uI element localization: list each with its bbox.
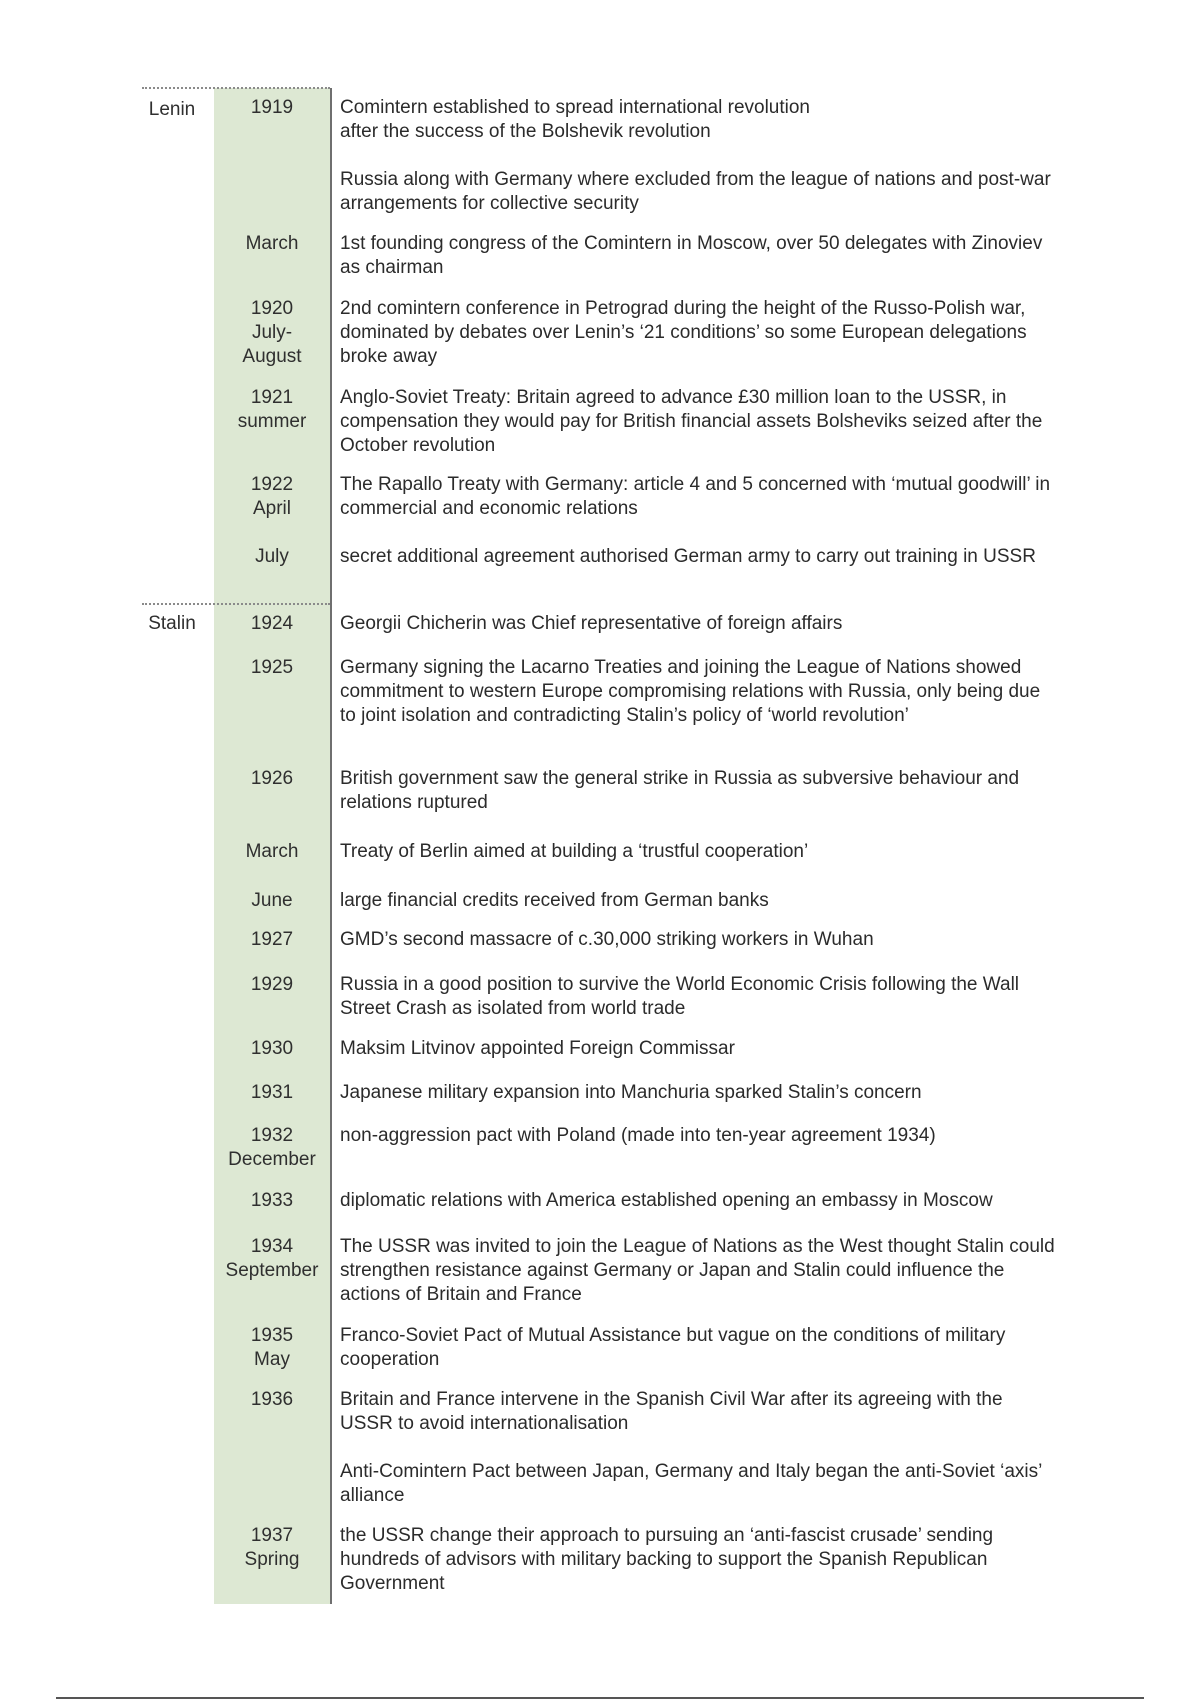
event-text: Comintern established to spread international revolution after the success of the Bolshevik revolution (340, 97, 810, 142)
event-text: Maksim Litvinov appointed Foreign Commissar (340, 1038, 735, 1059)
event-text: Russia in a good position to survive the World Economic Crisis following the Wall Street Crash as isolated from world trade (340, 974, 1020, 1019)
event-text: Russia along with Germany where excluded from the league of nations and post-war arrangements for collective security (340, 169, 1051, 214)
event-text: Treaty of Berlin aimed at building a ‘trustful cooperation’ (340, 841, 809, 862)
event-text: secret additional agreement authorised German army to carry out training in USSR (340, 546, 1036, 567)
event-date: 1929 (250, 974, 294, 995)
event-text: Georgii Chicherin was Chief representative of foreign affairs (340, 613, 843, 634)
event-text: 1st founding congress of the Comintern in Moscow, over 50 delegates with Zinoviev as chairman (340, 233, 1043, 278)
event-date: March (245, 841, 299, 862)
event-date: 1930 (250, 1038, 294, 1059)
event-date: June (251, 890, 293, 911)
event-text: Anti-Comintern Pact between Japan, Germany and Italy began the anti-Soviet ‘axis’ alliance (340, 1461, 1042, 1506)
event-date: 1932 December (228, 1125, 316, 1170)
event-date: 1936 (250, 1389, 294, 1410)
event-text: the USSR change their approach to pursuing an ‘anti-fascist crusade’ sending hundreds of advisors with military backing to support the Spanish Republican Government (340, 1525, 994, 1594)
event-date: 1919 (250, 97, 294, 118)
event-date: 1920 July- August (242, 298, 302, 367)
leader-label-stalin: Stalin (148, 613, 196, 634)
event-date: 1931 (250, 1082, 294, 1103)
event-text: 2nd comintern conference in Petrograd during the height of the Russo-Polish war, dominated by debates over Lenin’s ‘21 conditions’ so some European delegations broke away (340, 298, 1027, 367)
event-date: 1927 (250, 929, 294, 950)
event-date: 1921 summer (237, 387, 307, 432)
event-text: British government saw the general strike in Russia as subversive behaviour and relations ruptured (340, 768, 1020, 813)
event-text: The Rapallo Treaty with Germany: article 4 and 5 concerned with ‘mutual goodwill’ in commercial and economic relations (340, 474, 1051, 519)
event-text: The USSR was invited to join the League of Nations as the West thought Stalin could strengthen resistance against Germany or Japan and Stalin could influence the actions of Britain and France (340, 1236, 1055, 1305)
lenin-divider (142, 87, 330, 89)
stalin-divider (142, 603, 330, 605)
event-date: 1925 (250, 657, 294, 678)
event-date: 1933 (250, 1190, 294, 1211)
event-text: non-aggression pact with Poland (made into ten-year agreement 1934) (340, 1125, 936, 1146)
event-date: 1926 (250, 768, 294, 789)
event-date: 1935 May (250, 1325, 294, 1370)
event-text: diplomatic relations with America established opening an embassy in Moscow (340, 1190, 993, 1211)
event-date: 1937 Spring (244, 1525, 300, 1570)
event-date: 1934 September (225, 1236, 319, 1281)
page-bottom-rule (56, 1697, 1144, 1699)
leader-label-lenin: Lenin (148, 99, 196, 120)
event-text: GMD’s second massacre of c.30,000 striking workers in Wuhan (340, 929, 874, 950)
event-text: Japanese military expansion into Manchuria sparked Stalin’s concern (340, 1082, 922, 1103)
event-date: July (255, 546, 289, 567)
event-date: March (245, 233, 299, 254)
event-text: Germany signing the Lacarno Treaties and joining the League of Nations showed commitment to western Europe compromising relations with Russia, only being due to joint isolation and contradicting Stalin’s policy of ‘world revolution’ (340, 657, 1041, 726)
event-text: Britain and France intervene in the Spanish Civil War after its agreeing with the USSR to avoid internationalisation (340, 1389, 1003, 1434)
event-text: large financial credits received from German banks (340, 890, 769, 911)
event-text: Franco-Soviet Pact of Mutual Assistance but vague on the conditions of military cooperation (340, 1325, 1006, 1370)
event-text: Anglo-Soviet Treaty: Britain agreed to advance £30 million loan to the USSR, in compensation they would pay for British financial assets Bolsheviks seized after the October revolution (340, 387, 1043, 456)
event-date: 1924 (250, 613, 294, 634)
event-date: 1922 April (250, 474, 294, 519)
